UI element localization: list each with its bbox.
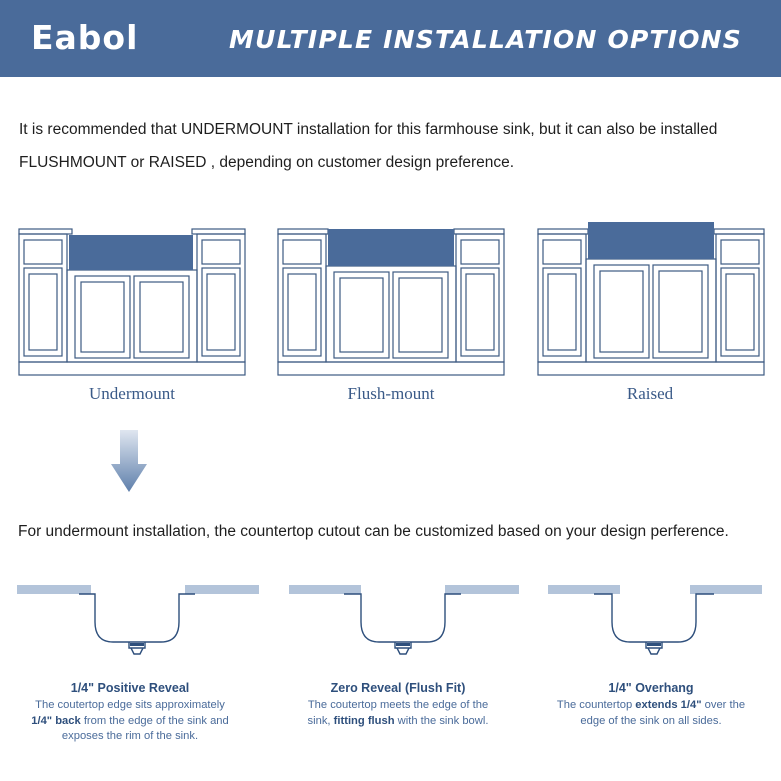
diagram-zero-reveal [289, 584, 519, 660]
undermount-note: For undermount installation, the countertop cutout can be customized based on your design perference. [18, 523, 729, 540]
label-flushmount: Flush-mount [347, 384, 435, 403]
label-undermount: Undermount [89, 384, 175, 403]
title-positive-reveal: 1/4" Positive Reveal [70, 681, 190, 695]
desc-overhang: The countertop extends 1/4" over the edge of the sink on all sides. [556, 699, 746, 727]
title-overhang: 1/4" Overhang [608, 681, 694, 695]
intro-line-1: It is recommended that UNDERMOUNT installation for this farmhouse sink, but it can also be installed [19, 121, 718, 138]
desc-zero-reveal: The coutertop meets the edge of the sink, fitting flush with the sink bowl. [307, 699, 489, 727]
cabinet-illustration-flushmount [277, 222, 507, 380]
title-zero-reveal: Zero Reveal (Flush Fit) [330, 681, 466, 695]
label-raised: Raised [626, 384, 674, 403]
intro-line-2: FLUSHMOUNT or RAISED , depending on customer design preference. [19, 154, 515, 171]
diagram-overhang [548, 584, 764, 660]
intro-text [19, 113, 769, 179]
cabinet-illustration-undermount [18, 222, 248, 380]
cabinet-illustration-raised [537, 222, 767, 380]
brand-logo: Eabol [31, 18, 139, 57]
desc-positive-reveal: The coutertop edge sits approximately 1/4" back from the edge of the sink and exposes the rim of the sink. [31, 699, 229, 742]
page-title: MULTIPLE INSTALLATION OPTIONS [229, 25, 743, 54]
down-arrow-icon [109, 430, 149, 494]
header-banner [0, 0, 781, 77]
diagram-positive-reveal [17, 584, 259, 660]
